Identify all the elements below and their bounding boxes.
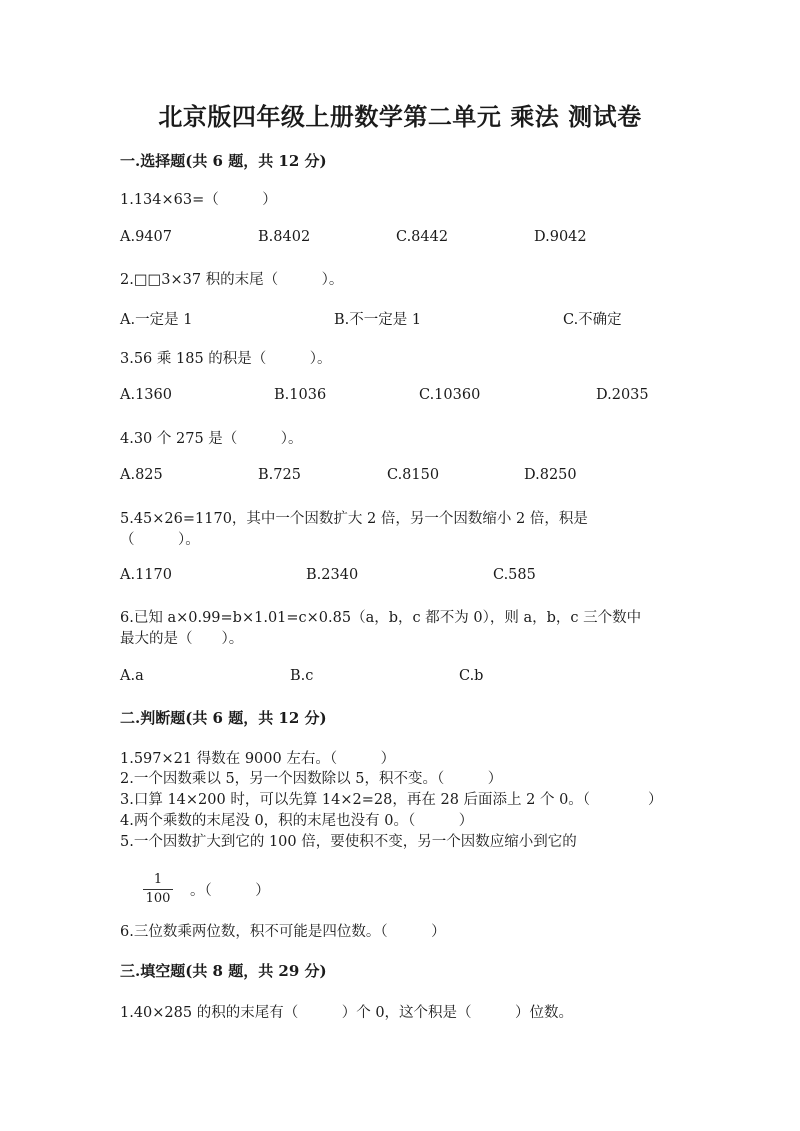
option-c: C.b bbox=[459, 668, 484, 684]
option-c: C.8150 bbox=[387, 467, 440, 483]
option-a: A.825 bbox=[120, 467, 163, 483]
option-a: A.1360 bbox=[120, 387, 172, 403]
judge-item: 5.一个因数扩大到它的 100 倍，要使积不变，另一个因数应缩小到它的 bbox=[120, 834, 577, 850]
question-stem-continued: 最大的是（ ）。 bbox=[120, 631, 244, 647]
option-c: C.8442 bbox=[396, 229, 449, 245]
page-title: 北京版四年级上册数学第二单元 乘法 测试卷 bbox=[158, 102, 642, 131]
judge-item: 6.三位数乘两位数，积不可能是四位数。（ ） bbox=[120, 924, 446, 940]
option-d: D.2035 bbox=[596, 387, 649, 403]
fraction-denominator: 100 bbox=[145, 891, 171, 906]
option-c: C.10360 bbox=[419, 387, 481, 403]
section-heading-judge: 二.判断题(共 6 题，共 12 分) bbox=[120, 709, 327, 727]
option-b: B.8402 bbox=[258, 229, 311, 245]
fraction-one-hundredth bbox=[143, 872, 173, 907]
option-b: B.1036 bbox=[274, 387, 327, 403]
option-a: A.a bbox=[120, 668, 144, 684]
fraction-numerator: 1 bbox=[153, 872, 163, 887]
option-d: D.8250 bbox=[524, 467, 577, 483]
fraction-bar bbox=[143, 889, 173, 890]
judge-item: 1.597×21 得数在 9000 左右。（ ） bbox=[120, 751, 396, 767]
option-a: A.1170 bbox=[120, 567, 172, 583]
question-stem: 4.30 个 275 是（ ）。 bbox=[120, 431, 303, 447]
option-b: B.不一定是 1 bbox=[334, 312, 422, 328]
section-heading-fill: 三.填空题(共 8 题，共 29 分) bbox=[120, 962, 327, 980]
option-c: C.不确定 bbox=[563, 312, 622, 328]
option-b: B.725 bbox=[258, 467, 301, 483]
question-stem: 3.56 乘 185 的积是（ ）。 bbox=[120, 351, 332, 367]
question-stem: 1.134×63=（ ） bbox=[120, 192, 277, 208]
option-d: D.9042 bbox=[534, 229, 587, 245]
option-a: A.9407 bbox=[120, 229, 172, 245]
question-stem: 6.已知 a×0.99=b×1.01=c×0.85（a，b，c 都不为 0），则 a，b，c 三个数中 bbox=[120, 610, 642, 626]
judge-item-tail: 。（ ） bbox=[190, 883, 270, 899]
fill-item: 1.40×285 的积的末尾有（ ）个 0，这个积是（ ）位数。 bbox=[120, 1005, 574, 1021]
judge-item: 4.两个乘数的末尾没 0，积的末尾也没有 0。（ ） bbox=[120, 813, 474, 829]
option-b: B.c bbox=[290, 668, 314, 684]
section-heading-choice: 一.选择题(共 6 题，共 12 分) bbox=[120, 152, 327, 170]
judge-item: 2.一个因数乘以 5，另一个因数除以 5，积不变。（ ） bbox=[120, 771, 503, 787]
option-c: C.585 bbox=[493, 567, 536, 583]
question-stem-continued: （ ）。 bbox=[120, 532, 200, 548]
question-stem: 2.□□3×37 积的末尾（ ）。 bbox=[120, 272, 344, 288]
question-stem: 5.45×26=1170，其中一个因数扩大 2 倍，另一个因数缩小 2 倍，积是 bbox=[120, 511, 588, 527]
option-b: B.2340 bbox=[306, 567, 359, 583]
option-a: A.一定是 1 bbox=[120, 312, 193, 328]
judge-item: 3.口算 14×200 时，可以先算 14×2=28，再在 28 后面添上 2 个 0。（ ） bbox=[120, 792, 663, 808]
